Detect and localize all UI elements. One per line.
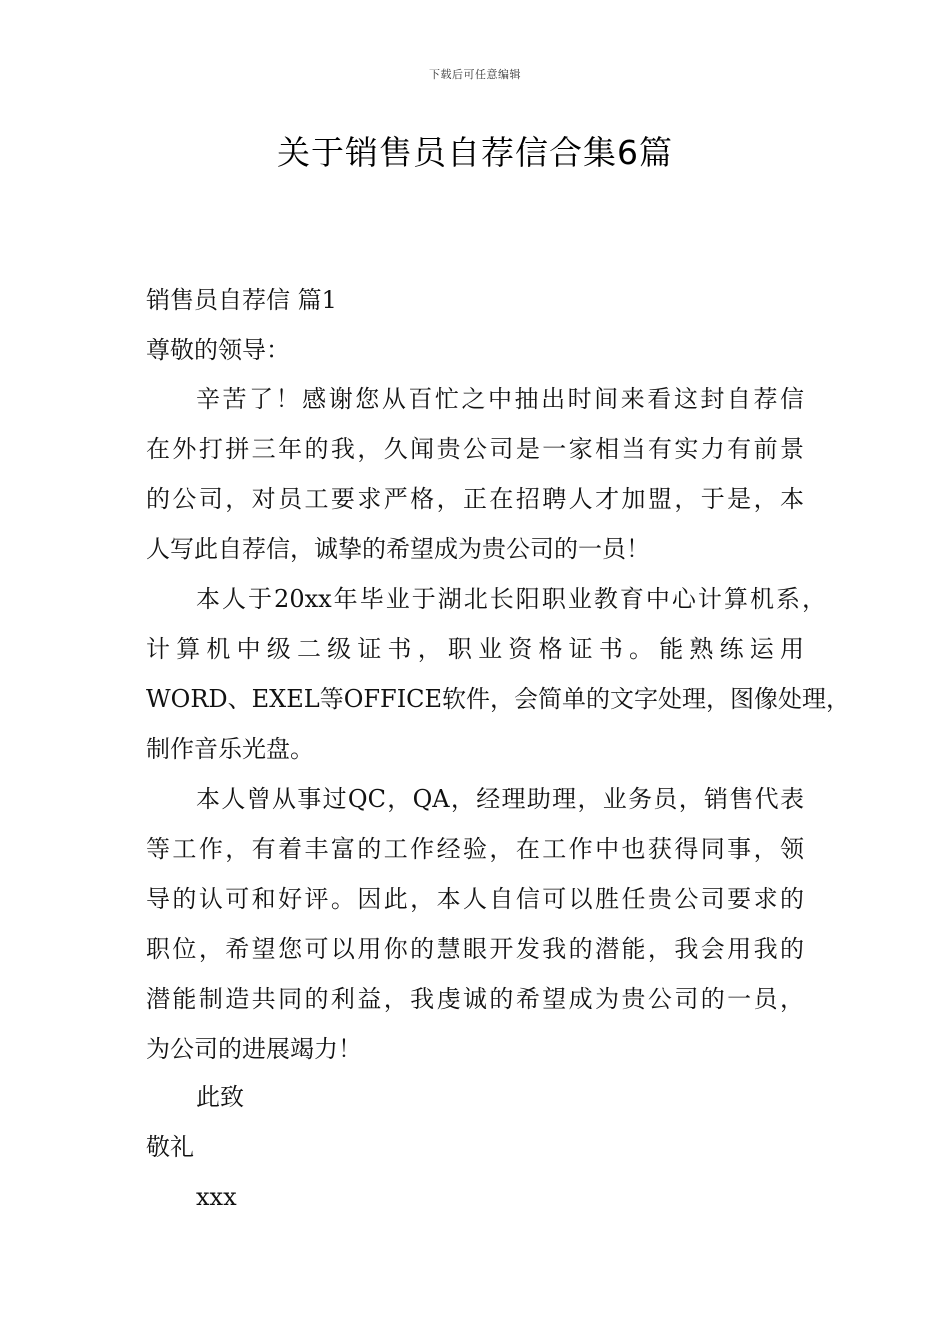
paragraph3-line: 导的认可和好评。因此，本人自信可以胜任贵公司要求的 bbox=[146, 885, 804, 913]
paragraph1-line: 的公司，对员工要求严格，正在招聘人才加盟，于是，本 bbox=[146, 485, 804, 513]
paragraph1-line: 人写此自荐信，诚挚的希望成为贵公司的一员！ bbox=[146, 535, 650, 563]
paragraph2-line: 计算机中级二级证书，职业资格证书。能熟练运用 bbox=[146, 635, 804, 663]
header-note: 下载后可任意编辑 bbox=[429, 68, 521, 81]
paragraph1-line: 辛苦了！感谢您从百忙之中抽出时间来看这封自荐信 bbox=[196, 385, 804, 413]
paragraph2-line: 制作音乐光盘。 bbox=[146, 735, 314, 763]
paragraph1-line: 在外打拼三年的我，久闻贵公司是一家相当有实力有前景 bbox=[146, 435, 804, 463]
paragraph2-line: 本人于20xx年毕业于湖北长阳职业教育中心计算机系， bbox=[196, 585, 826, 613]
paragraph3-line: 为公司的进展竭力！ bbox=[146, 1035, 362, 1063]
paragraph3-line: 等工作，有着丰富的工作经验，在工作中也获得同事，领 bbox=[146, 835, 804, 863]
paragraph3-line: 职位，希望您可以用你的慧眼开发我的潜能，我会用我的 bbox=[146, 935, 804, 963]
section-heading: 销售员自荐信 篇1 bbox=[146, 286, 337, 314]
signature: xxx bbox=[196, 1183, 237, 1211]
paragraph3-line: 潜能制造共同的利益，我虔诚的希望成为贵公司的一员， bbox=[146, 985, 804, 1013]
salutation: 尊敬的领导： bbox=[146, 336, 290, 364]
paragraph2-line: WORD、EXEL等OFFICE软件，会简单的文字处理，图像处理， bbox=[146, 685, 851, 713]
document-title: 关于销售员自荐信合集6篇 bbox=[277, 133, 673, 172]
paragraph3-line: 本人曾从事过QC，QA，经理助理，业务员，销售代表 bbox=[196, 785, 804, 813]
closing: 此致 bbox=[196, 1083, 244, 1111]
regards: 敬礼 bbox=[146, 1133, 194, 1161]
